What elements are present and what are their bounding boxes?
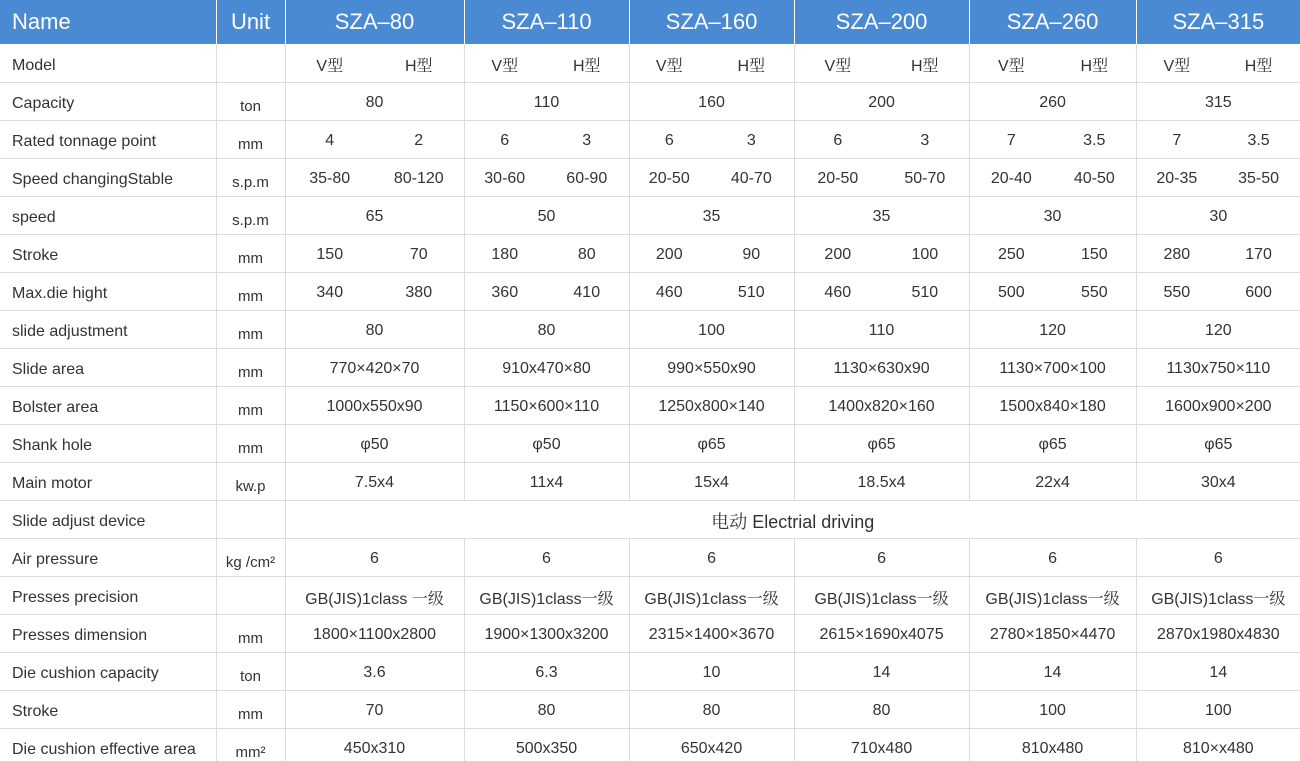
value-cell: 650x420 (629, 728, 794, 761)
v-type-value-cell: 30-60 (464, 158, 545, 196)
v-type-value-cell: V型 (1136, 44, 1217, 82)
value-cell: 14 (1136, 652, 1300, 690)
value-cell: 260 (969, 82, 1136, 120)
header-row (0, 0, 1300, 44)
v-type-value-cell: 6 (794, 120, 881, 158)
value-cell: 50 (464, 196, 629, 234)
v-type-value-cell: 460 (629, 272, 709, 310)
model-column-header: SZA–80 (285, 0, 464, 44)
row-unit: mm (216, 424, 285, 462)
h-type-value-cell: 3 (709, 120, 794, 158)
table-row (0, 348, 1300, 386)
row-unit: mm² (216, 728, 285, 761)
value-cell: 120 (969, 310, 1136, 348)
value-cell: 15x4 (629, 462, 794, 500)
v-type-value-cell: 150 (285, 234, 374, 272)
value-cell: 1900×1300x3200 (464, 614, 629, 652)
table-row (0, 690, 1300, 728)
value-cell: 1250x800×140 (629, 386, 794, 424)
table-row (0, 158, 1300, 196)
value-cell: 35 (629, 196, 794, 234)
v-type-value-cell: 7 (1136, 120, 1217, 158)
table-row (0, 614, 1300, 652)
value-cell: 1150×600×110 (464, 386, 629, 424)
value-cell: 14 (794, 652, 969, 690)
value-cell: GB(JIS)1class一级 (794, 576, 969, 614)
value-cell: 6 (794, 538, 969, 576)
h-type-value-cell: H型 (1053, 44, 1136, 82)
value-cell: 11x4 (464, 462, 629, 500)
v-type-value-cell: 250 (969, 234, 1053, 272)
h-type-value-cell: 3 (545, 120, 629, 158)
h-type-value-cell: 380 (374, 272, 464, 310)
value-cell: 6 (1136, 538, 1300, 576)
value-cell: 1130×630x90 (794, 348, 969, 386)
value-cell: 22x4 (969, 462, 1136, 500)
model-column-header: SZA–160 (629, 0, 794, 44)
row-unit (216, 576, 285, 614)
table-row (0, 386, 1300, 424)
name-column-header: Name (0, 0, 216, 44)
row-label: Model (0, 44, 216, 82)
table-row (0, 82, 1300, 120)
v-type-value-cell: V型 (285, 44, 374, 82)
table-row (0, 728, 1300, 761)
v-type-value-cell: 4 (285, 120, 374, 158)
h-type-value-cell: 170 (1217, 234, 1300, 272)
h-type-value-cell: 2 (374, 120, 464, 158)
value-cell: 110 (794, 310, 969, 348)
value-cell: 1130×700×100 (969, 348, 1136, 386)
v-type-value-cell: 280 (1136, 234, 1217, 272)
row-unit: s.p.m (216, 158, 285, 196)
v-type-value-cell: V型 (464, 44, 545, 82)
value-cell: 100 (1136, 690, 1300, 728)
h-type-value-cell: 150 (1053, 234, 1136, 272)
h-type-value-cell: 40-70 (709, 158, 794, 196)
unit-column-header: Unit (216, 0, 285, 44)
row-label: Presses dimension (0, 614, 216, 652)
value-cell: 18.5x4 (794, 462, 969, 500)
v-type-value-cell: 20-40 (969, 158, 1053, 196)
value-cell: 810×x480 (1182, 740, 1254, 758)
table-row (0, 272, 1300, 310)
table-row (0, 576, 1300, 614)
v-type-value-cell: V型 (969, 44, 1053, 82)
value-cell: 200 (794, 82, 969, 120)
v-type-value-cell: 20-50 (629, 158, 709, 196)
row-unit: ton (216, 652, 285, 690)
value-cell: φ65 (794, 424, 969, 462)
v-type-value-cell: 460 (794, 272, 881, 310)
value-cell: 2615×1690x4075 (794, 614, 969, 652)
v-type-value-cell: V型 (794, 44, 881, 82)
value-cell: GB(JIS)1class一级 (1136, 576, 1300, 614)
value-cell: 7.5x4 (285, 462, 464, 500)
h-type-value-cell: 80 (545, 234, 629, 272)
v-type-value-cell: 550 (1136, 272, 1217, 310)
h-type-value-cell: H型 (545, 44, 629, 82)
value-cell: 990×550x90 (629, 348, 794, 386)
row-unit (216, 44, 285, 82)
value-cell: GB(JIS)1class一级 (464, 576, 629, 614)
value-cell: 100 (629, 310, 794, 348)
value-cell: GB(JIS)1class一级 (629, 576, 794, 614)
value-cell: 2870x1980x4830 (1136, 614, 1300, 652)
value-cell: 710x480 (794, 728, 969, 761)
model-column-header: SZA–260 (969, 0, 1136, 44)
row-label: Stroke (0, 234, 216, 272)
h-type-value-cell: 3.5 (1053, 120, 1136, 158)
value-cell: 80 (629, 690, 794, 728)
value-cell: 80 (285, 82, 464, 120)
value-cell: 500x350 (464, 728, 629, 761)
table-row (0, 120, 1300, 158)
spanning-value-cell: 电动 Electrial driving (285, 500, 1300, 538)
value-cell: 2315×1400×3670 (629, 614, 794, 652)
value-cell: 80 (285, 310, 464, 348)
row-label: Die cushion capacity (0, 652, 216, 690)
row-label: Slide area (0, 348, 216, 386)
value-cell: 70 (285, 690, 464, 728)
h-type-value-cell: 70 (374, 234, 464, 272)
table-row (0, 424, 1300, 462)
value-cell: 6 (969, 538, 1136, 576)
value-cell: GB(JIS)1class 一级 (285, 576, 464, 614)
value-cell: 80 (794, 690, 969, 728)
row-unit: s.p.m (216, 196, 285, 234)
v-type-value-cell: 360 (464, 272, 545, 310)
row-unit: kw.p (216, 462, 285, 500)
value-cell: 65 (285, 196, 464, 234)
value-cell: 3.6 (285, 652, 464, 690)
table-row (0, 196, 1300, 234)
value-cell: 35 (794, 196, 969, 234)
h-type-value-cell: 510 (709, 272, 794, 310)
row-unit: ton (216, 82, 285, 120)
h-type-value-cell: 90 (709, 234, 794, 272)
value-cell: 1000x550x90 (285, 386, 464, 424)
value-cell: 80 (464, 310, 629, 348)
row-label: Stroke (0, 690, 216, 728)
table-row (0, 310, 1300, 348)
value-cell: 1500x840×180 (969, 386, 1136, 424)
value-cell: 30 (1136, 196, 1300, 234)
row-unit: kg /cm² (216, 538, 285, 576)
value-cell: 910x470×80 (464, 348, 629, 386)
value-cell: 110 (464, 82, 629, 120)
h-type-value-cell: 35-50 (1217, 158, 1300, 196)
row-label: Shank hole (0, 424, 216, 462)
value-cell: 30 (969, 196, 1136, 234)
h-type-value-cell: 3 (881, 120, 969, 158)
h-type-value-cell: H型 (709, 44, 794, 82)
h-type-value-cell: 410 (545, 272, 629, 310)
h-type-value-cell: H型 (374, 44, 464, 82)
v-type-value-cell: 500 (969, 272, 1053, 310)
row-label: Speed changingStable (0, 158, 216, 196)
value-cell: 30x4 (1136, 462, 1300, 500)
v-type-value-cell: 6 (464, 120, 545, 158)
h-type-value-cell: H型 (881, 44, 969, 82)
table-row (0, 462, 1300, 500)
row-unit: mm (216, 120, 285, 158)
value-cell: 160 (629, 82, 794, 120)
value-cell: 6.3 (464, 652, 629, 690)
h-type-value-cell: 60-90 (545, 158, 629, 196)
value-cell: φ50 (464, 424, 629, 462)
value-cell: 6 (285, 538, 464, 576)
v-type-value-cell: 340 (285, 272, 374, 310)
value-cell: 6 (464, 538, 629, 576)
table-row (0, 500, 1300, 538)
row-label: Capacity (0, 82, 216, 120)
row-unit: mm (216, 614, 285, 652)
model-column-header: SZA–200 (794, 0, 969, 44)
value-cell: 315 (1136, 82, 1300, 120)
row-label: Die cushion effective area (0, 728, 216, 761)
h-type-value-cell: 100 (881, 234, 969, 272)
h-type-value-cell: 80-120 (374, 158, 464, 196)
h-type-value-cell: 3.5 (1217, 120, 1300, 158)
value-cell: 6 (629, 538, 794, 576)
value-cell: 120 (1136, 310, 1300, 348)
v-type-value-cell: 200 (794, 234, 881, 272)
value-cell: φ65 (629, 424, 794, 462)
value-cell: GB(JIS)1class一级 (969, 576, 1136, 614)
row-label: Slide adjust device (0, 500, 216, 538)
row-label: slide adjustment (0, 310, 216, 348)
value-cell: 810x480 (969, 728, 1136, 761)
h-type-value-cell: H型 (1217, 44, 1300, 82)
table-row (0, 652, 1300, 690)
value-cell: 10 (629, 652, 794, 690)
v-type-value-cell: 20-50 (794, 158, 881, 196)
row-label: Air pressure (0, 538, 216, 576)
row-label: Bolster area (0, 386, 216, 424)
row-unit: mm (216, 690, 285, 728)
value-cell: 14 (969, 652, 1136, 690)
h-type-value-cell: 510 (881, 272, 969, 310)
v-type-value-cell: V型 (629, 44, 709, 82)
h-type-value-cell: 50-70 (881, 158, 969, 196)
v-type-value-cell: 35-80 (285, 158, 374, 196)
model-column-header: SZA–315 (1136, 0, 1300, 44)
h-type-value-cell: 600 (1217, 272, 1300, 310)
row-label: Presses precision (0, 576, 216, 614)
value-cell: φ65 (969, 424, 1136, 462)
value-cell: 100 (969, 690, 1136, 728)
row-unit: mm (216, 234, 285, 272)
row-label: Max.die hight (0, 272, 216, 310)
model-column-header: SZA–110 (464, 0, 629, 44)
value-cell: 450x310 (285, 728, 464, 761)
value-cell: φ50 (285, 424, 464, 462)
row-label: speed (0, 196, 216, 234)
v-type-value-cell: 180 (464, 234, 545, 272)
row-unit: mm (216, 348, 285, 386)
value-cell: 1400x820×160 (794, 386, 969, 424)
table-row (0, 538, 1300, 576)
v-type-value-cell: 20-35 (1136, 158, 1217, 196)
v-type-value-cell: 6 (629, 120, 709, 158)
h-type-value-cell: 550 (1053, 272, 1136, 310)
table-row (0, 234, 1300, 272)
row-unit (216, 500, 285, 538)
row-unit: mm (216, 272, 285, 310)
value-cell: 1800×1100x2800 (285, 614, 464, 652)
v-type-value-cell: 7 (969, 120, 1053, 158)
h-type-value-cell: 40-50 (1053, 158, 1136, 196)
value-cell: 1130x750×110 (1136, 348, 1300, 386)
table-row (0, 44, 1300, 82)
row-label: Main motor (0, 462, 216, 500)
spec-table-body (0, 44, 1300, 761)
v-type-value-cell: 200 (629, 234, 709, 272)
value-cell: 770×420×70 (285, 348, 464, 386)
value-cell: φ65 (1136, 424, 1300, 462)
row-unit: mm (216, 310, 285, 348)
value-cell: 1600x900×200 (1136, 386, 1300, 424)
row-label: Rated tonnage point (0, 120, 216, 158)
value-cell: 80 (464, 690, 629, 728)
value-cell: 2780×1850×4470 (969, 614, 1136, 652)
row-unit: mm (216, 386, 285, 424)
